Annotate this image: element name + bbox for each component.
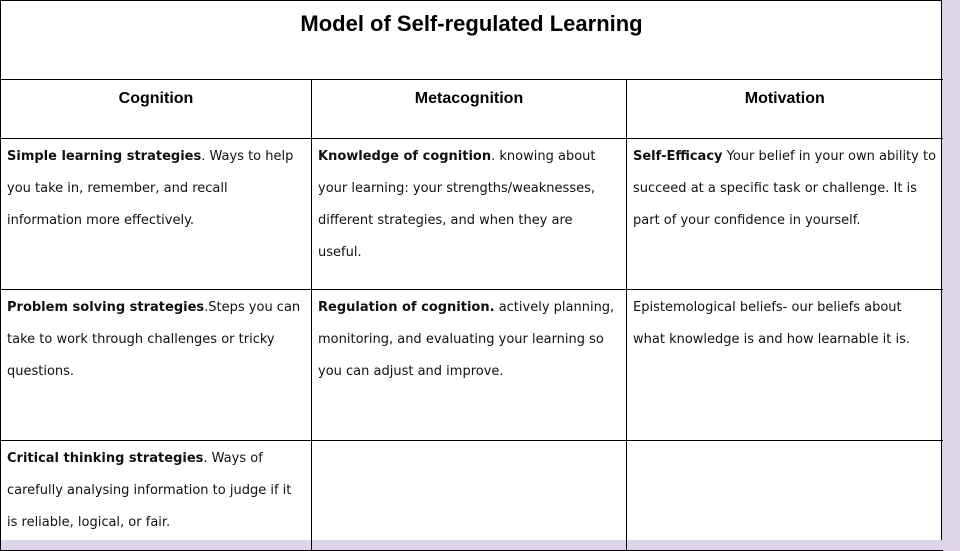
cell-description: . Ways to help you take in, remember, and recall information more effectively. [7,149,294,228]
column-header-cognition: Cognition [1,80,312,139]
table-cell [1,290,312,441]
column-header-metacognition: Metacognition [312,80,627,139]
table-cell [1,139,312,290]
table-row [1,290,943,441]
cell-term: Self-Efficacy [633,149,723,164]
table-cell-empty [627,441,943,551]
srl-model-table [0,79,943,551]
cell-description: Your belief in your own ability to succeed at a specific task or challenge. It is part of your confidence in yourself. [633,149,937,228]
table-cell [627,139,943,290]
column-header-motivation: Motivation [627,80,943,139]
cell-description: Epistemological beliefs- our beliefs about what knowledge is and how learnable it is. [633,300,910,347]
cell-term: Problem solving strategies [7,300,205,315]
cell-term: Simple learning strategies [7,149,202,164]
page-title: Model of Self-regulated Learning [300,11,643,36]
cell-description: actively planning, monitoring, and evaluating your learning so you can adjust and improve. [318,300,615,379]
table-cell-empty [312,441,627,551]
table-cell [312,290,627,441]
cell-term: Knowledge of cognition [318,149,492,164]
table-row [1,139,943,290]
cell-description: . knowing about your learning: your strengths/weaknesses, different strategies, and when they are useful. [318,149,596,260]
table-row [1,441,943,551]
title-cell [0,0,942,80]
table-cell [627,290,943,441]
cell-description: .Steps you can take to work through challenges or tricky questions. [7,300,301,379]
table-cell [312,139,627,290]
cell-term: Regulation of cognition. [318,300,495,315]
cell-term: Critical thinking strategies [7,451,204,466]
table-cell [1,441,312,551]
header-row [1,80,943,139]
cell-description: . Ways of carefully analysing information to judge if it is reliable, logical, or fair. [7,451,292,530]
